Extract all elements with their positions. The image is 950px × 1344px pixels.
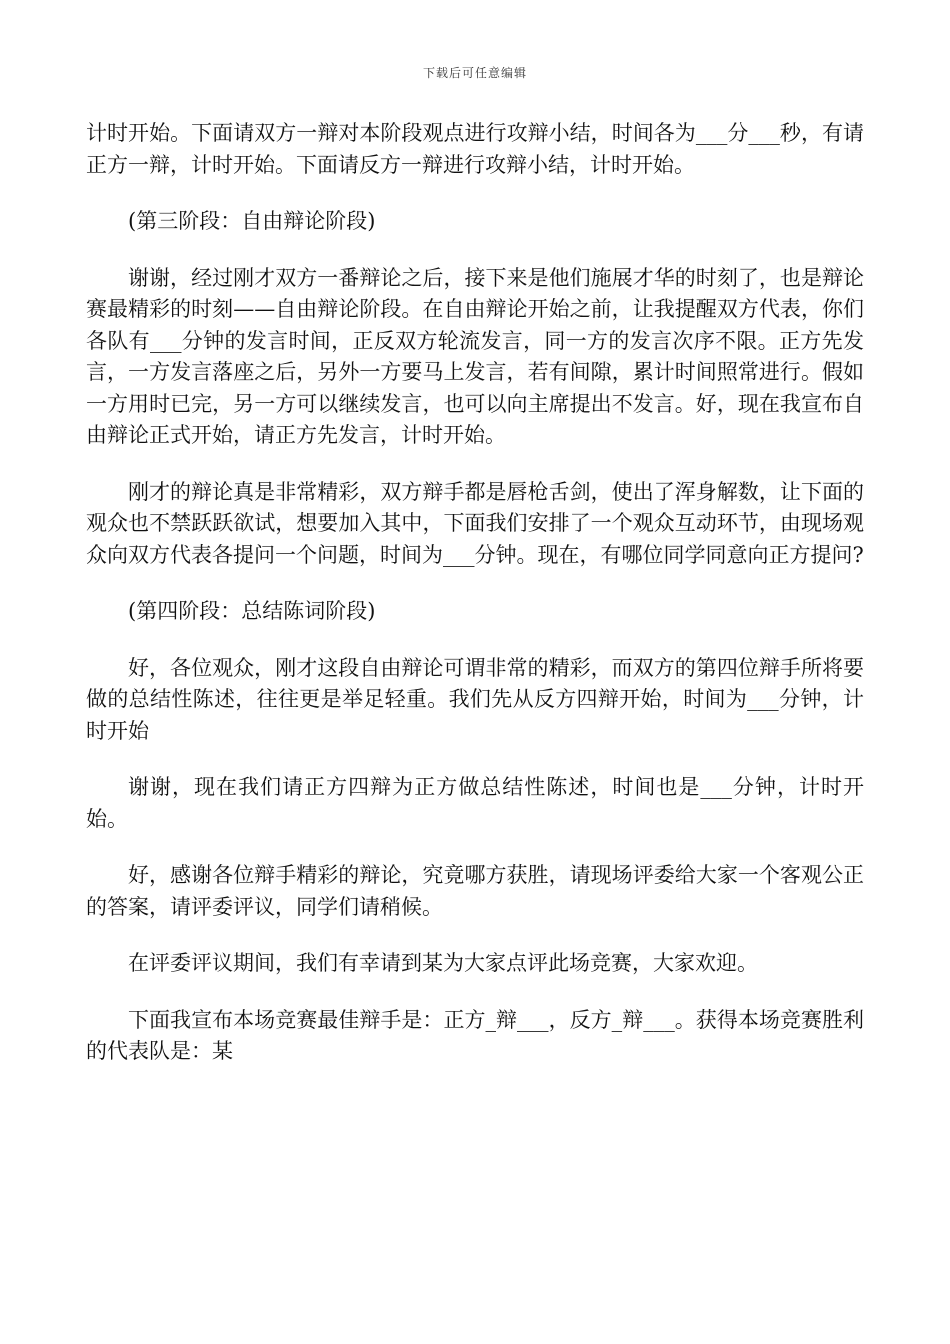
paragraph-audience-interaction: 刚才的辩论真是非常精彩，双方辩手都是唇枪舌剑，使出了浑身解数，让下面的观众也不禁跃跃欲试，想要加入其中，下面我们安排了一个观众互动环节，由现场观众向双方代表各提问一个问题，时间为___分钟。现在，有哪位同学同意向正方提问? <box>86 479 864 567</box>
paragraph-results-announcement: 下面我宣布本场竞赛最佳辩手是：正方_辩___，反方_辩___。获得本场竞赛胜利的代表队是：某 <box>86 1007 864 1063</box>
section-heading-stage-3: (第三阶段：自由辩论阶段) <box>128 209 376 233</box>
paragraph-guest-commentary: 在评委评议期间，我们有幸请到某为大家点评此场竞赛，大家欢迎。 <box>128 951 758 975</box>
paragraph-closing-statements: 好，各位观众，刚才这段自由辩论可谓非常的精彩，而双方的第四位辩手所将要做的总结性陈述，往往更是举足轻重。我们先从反方四辩开始，时间为___分钟，计时开始 <box>86 655 864 743</box>
document-body <box>86 118 864 1093</box>
paragraph-1: 计时开始。下面请双方一辩对本阶段观点进行攻辩小结，时间各为___分___秒，有请正方一辩，计时开始。下面请反方一辩进行攻辩小结，计时开始。 <box>86 121 864 177</box>
paragraph-free-debate: 谢谢，经过刚才双方一番辩论之后，接下来是他们施展才华的时刻了，也是辩论赛最精彩的时刻——自由辩论阶段。在自由辩论开始之前，让我提醒双方代表，你们各队有___分钟的发言时间，正反双方轮流发言，同一方的发言次序不限。正方先发言，一方发言落座之后，另外一方要马上发言，若有间隙，累计时间照常进行。假如一方用时已完，另一方可以继续发言，也可以向主席提出不发言。好，现在我宣布自由辩论正式开始，请正方先发言，计时开始。 <box>86 265 864 447</box>
paragraph-affirmative-closing: 谢谢，现在我们请正方四辩为正方做总结性陈述，时间也是___分钟，计时开始。 <box>86 775 864 831</box>
paragraph-judges-deliberation: 好，感谢各位辩手精彩的辩论，究竟哪方获胜，请现场评委给大家一个客观公正的答案，请评委评议，同学们请稍候。 <box>86 863 864 919</box>
page-header-note: 下载后可任意编辑 <box>422 66 527 80</box>
section-heading-stage-4: (第四阶段：总结陈词阶段) <box>128 599 376 623</box>
